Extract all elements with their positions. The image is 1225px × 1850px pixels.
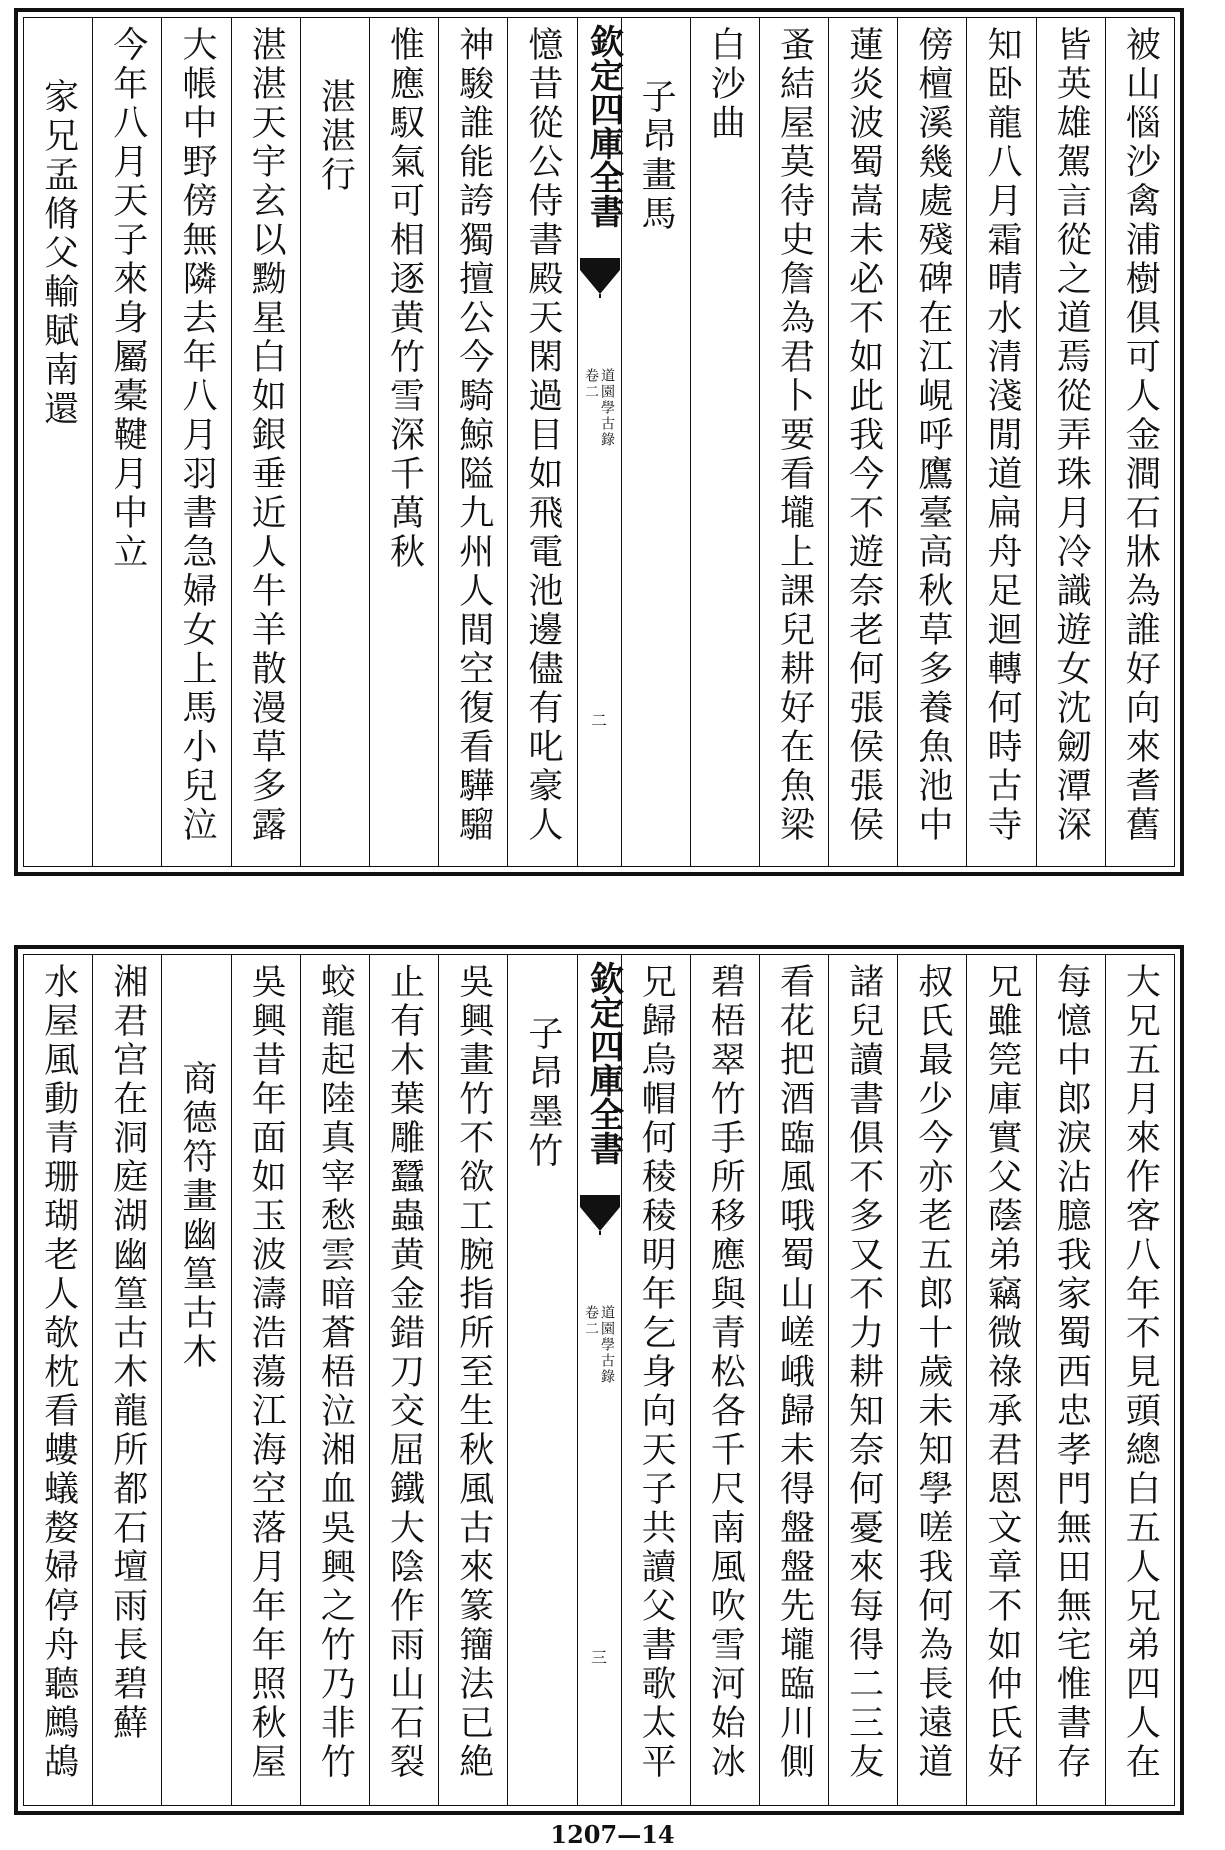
lower-page <box>14 945 1184 1815</box>
leaf-number: 二 <box>590 711 607 730</box>
column-text: 吳興昔年面如玉波濤浩蕩江海空落月年年照秋屋 <box>246 963 287 1782</box>
text-column <box>966 955 1035 1805</box>
collection-title <box>578 961 624 1165</box>
column-text: 叔氏最少今亦老五郎十歲未知學嗟我何為長遠道 <box>912 963 953 1782</box>
column-text: 蛟龍起陸真宰愁雲暗蒼梧泣湘血吳興之竹乃非竹 <box>315 963 356 1782</box>
column-text: 知卧龍八月霜晴水清淺閒道扁舟足迴轉何時古寺 <box>982 26 1023 845</box>
text-column <box>438 18 507 866</box>
text-column <box>300 955 369 1805</box>
text-column <box>161 955 230 1805</box>
book-and-volume <box>578 368 621 448</box>
text-column <box>621 18 690 866</box>
fish-tail-mark-icon <box>580 258 620 298</box>
center-spine <box>577 18 624 866</box>
text-column <box>92 18 161 866</box>
fish-tail-mark-icon <box>580 1195 620 1235</box>
column-text: 惟應馭氣可相逐黄竹雪深千萬秋 <box>384 26 425 572</box>
upper-page-columns <box>24 18 1174 866</box>
text-column <box>828 18 897 866</box>
upper-page <box>14 8 1184 876</box>
text-column <box>621 955 690 1805</box>
column-text: 大帳中野傍無隣去年八月羽書急婦女上馬小兒泣 <box>176 26 217 845</box>
column-text: 白沙曲 <box>705 26 746 143</box>
column-text: 被山惱沙禽浦樹俱可人金澗石牀為誰好向來耆舊 <box>1120 26 1161 845</box>
lower-page-frame <box>23 954 1175 1806</box>
volume-label: 卷二 <box>583 368 599 400</box>
column-text: 商德符畫幽篁古木 <box>176 1060 217 1372</box>
text-column <box>1036 18 1105 866</box>
column-text: 皆英雄駕言從之道焉從弄珠月冷識遊女沈劒潭深 <box>1051 26 1092 845</box>
column-text: 神駿誰能誇獨擅公今騎鯨隘九州人間空復看驊騮 <box>453 26 494 845</box>
book-and-volume <box>578 1305 621 1385</box>
book-title: 道園學古錄 <box>599 1305 615 1385</box>
column-text: 兄雖筦庫實父蔭弟竊微祿承君恩文章不如仲氏好 <box>982 963 1023 1782</box>
column-text: 每憶中郎淚沾臆我家蜀西忠孝門無田無宅惟書存 <box>1051 963 1092 1782</box>
text-column <box>759 18 828 866</box>
column-text: 湘君宫在洞庭湖幽篁古木龍所都石壇雨長碧蘚 <box>107 963 148 1743</box>
column-text: 子昂墨竹 <box>522 1015 563 1171</box>
text-column <box>161 18 230 866</box>
text-column <box>828 955 897 1805</box>
text-column <box>300 18 369 866</box>
text-column <box>507 18 576 866</box>
volume-label: 卷二 <box>583 1305 599 1337</box>
collection-title <box>578 24 624 228</box>
column-text: 蚤結屋莫待史詹為君卜要看壠上課兒耕好在魚梁 <box>774 26 815 845</box>
column-text: 止有木葉雕蠶蟲黄金錯刀交屈鐵大陰作雨山石裂 <box>384 963 425 1782</box>
text-column <box>438 955 507 1805</box>
column-text: 今年八月天子來身屬橐鞬月中立 <box>107 26 148 572</box>
column-text: 大兄五月來作客八年不見頭總白五人兄弟四人在 <box>1120 963 1161 1782</box>
text-column <box>897 18 966 866</box>
column-text: 看花把酒臨風哦蜀山嵯峨歸未得盤盤先壠臨川側 <box>774 963 815 1782</box>
text-column <box>507 955 576 1805</box>
collection-title-text: 欽定四庫全書 <box>583 24 624 228</box>
text-column <box>369 18 438 866</box>
leaf-number: 三 <box>590 1648 607 1667</box>
column-text: 傍檀溪幾處殘碑在江峴呼鷹臺高秋草多養魚池中 <box>912 26 953 845</box>
text-column <box>231 955 300 1805</box>
text-column <box>92 955 161 1805</box>
column-text: 家兄孟脩父輸賦南還 <box>38 78 79 429</box>
collection-title-text: 欽定四庫全書 <box>583 961 624 1165</box>
text-column <box>231 18 300 866</box>
text-column <box>966 18 1035 866</box>
upper-page-frame <box>23 17 1175 867</box>
text-column <box>690 955 759 1805</box>
text-column <box>759 955 828 1805</box>
column-text: 湛湛天宇玄以黝星白如銀垂近人牛羊散漫草多露 <box>246 26 287 845</box>
text-column <box>1105 955 1174 1805</box>
book-title: 道園學古錄 <box>599 368 615 448</box>
text-column <box>369 955 438 1805</box>
text-column <box>24 955 92 1805</box>
text-column <box>1036 955 1105 1805</box>
text-column <box>897 955 966 1805</box>
column-text: 憶昔從公侍書殿天閑過目如飛電池邊儘有叱豪人 <box>522 26 563 845</box>
column-text: 吳興畫竹不欲工腕指所至生秋風古來篆籒法已絶 <box>453 963 494 1782</box>
text-column <box>1105 18 1174 866</box>
column-text: 水屋風動青珊瑚老人欹枕看螻蟻嫠婦停舟聽鷓鴣 <box>38 963 79 1782</box>
page-footer-number: 1207—14 <box>550 1820 675 1849</box>
column-text: 碧梧翠竹手所移應與青松各千尺南風吹雪河始冰 <box>705 963 746 1782</box>
text-column <box>24 18 92 866</box>
center-spine <box>577 955 624 1805</box>
lower-page-columns <box>24 955 1174 1805</box>
text-column <box>690 18 759 866</box>
column-text: 蓮炎波蜀嵩未必不如此我今不遊奈老何張侯張侯 <box>843 26 884 845</box>
column-text: 兄歸烏帽何稜稜明年乞身向天子共讀父書歌太平 <box>636 963 677 1782</box>
column-text: 湛湛行 <box>315 78 356 195</box>
column-text: 子昂畫馬 <box>636 78 677 234</box>
column-text: 諸兒讀書俱不多又不力耕知奈何憂來每得二三友 <box>843 963 884 1782</box>
